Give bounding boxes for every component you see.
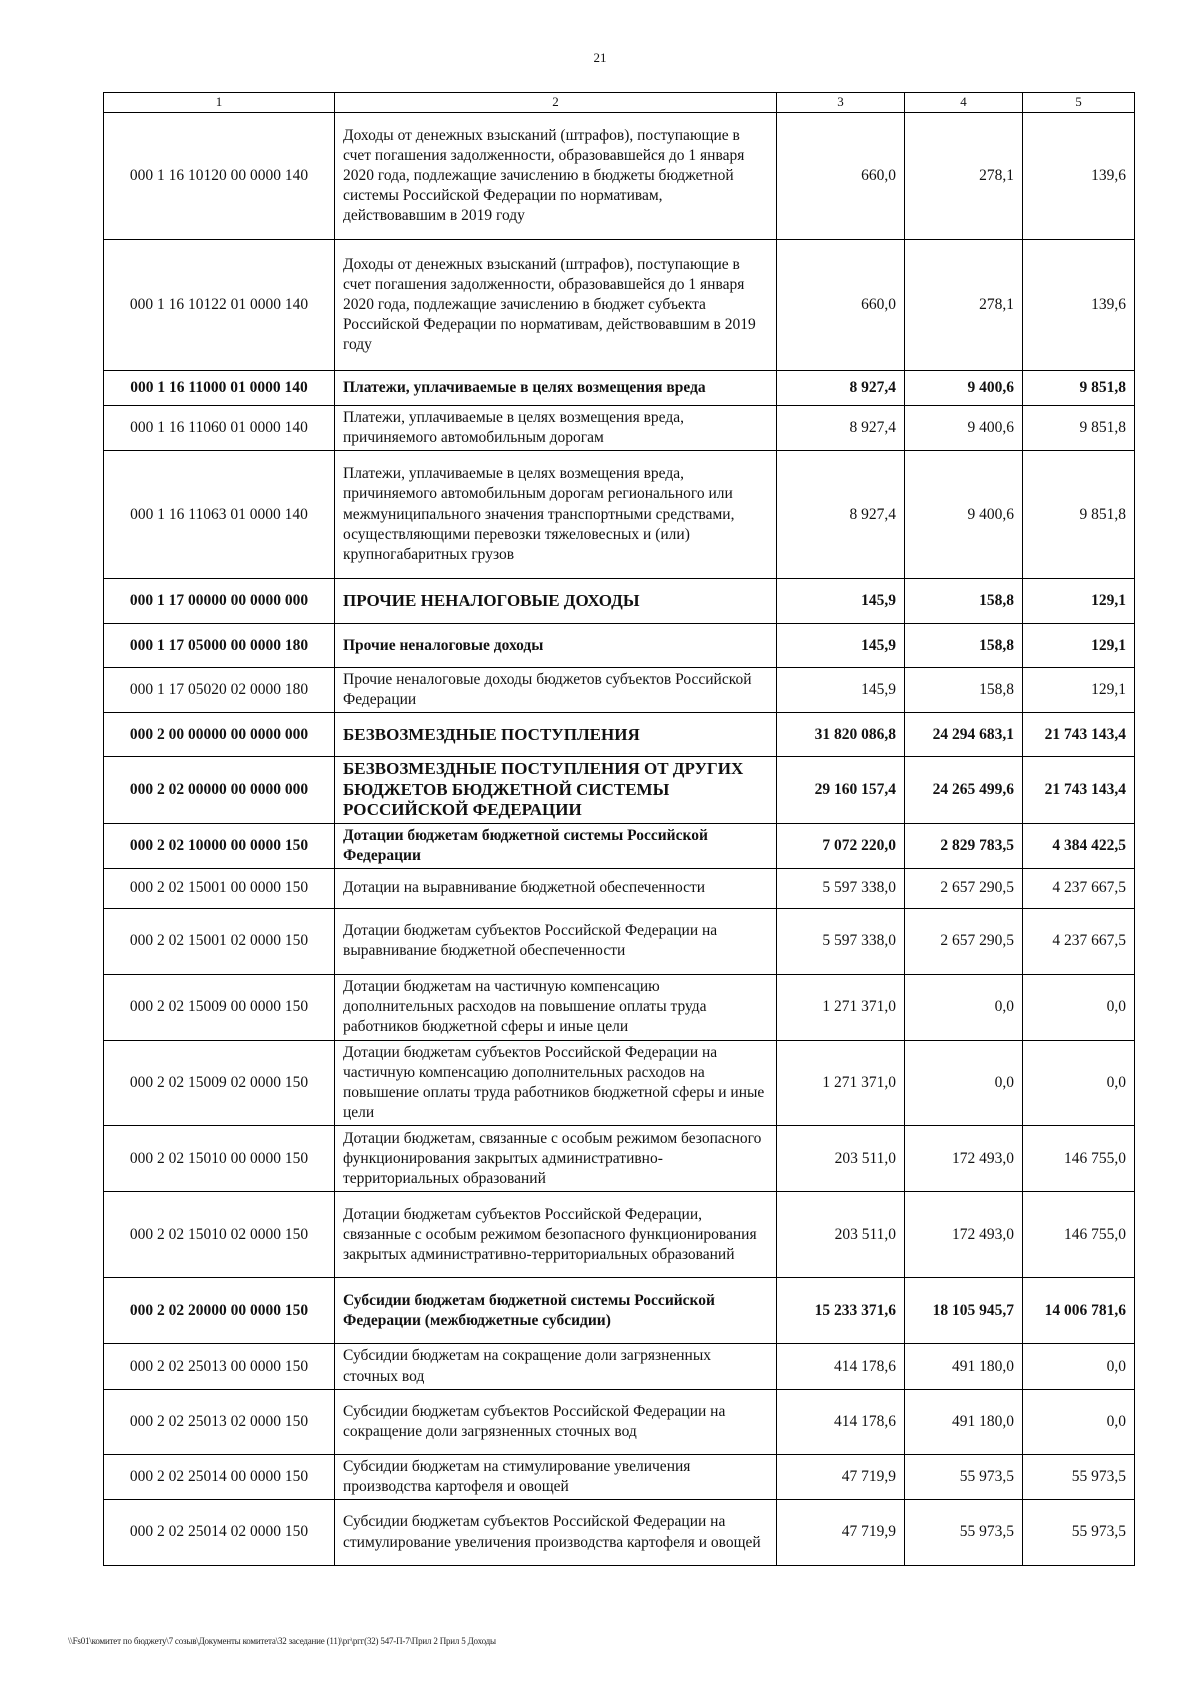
- budget-code-cell: 000 2 02 15010 00 0000 150: [104, 1126, 335, 1192]
- column-header-4: 4: [905, 93, 1023, 113]
- item-name-cell: БЕЗВОЗМЕЗДНЫЕ ПОСТУПЛЕНИЯ: [335, 713, 777, 757]
- value-col5-cell: 0,0: [1023, 974, 1135, 1040]
- table-row: [104, 1500, 1135, 1566]
- budget-code-cell: 000 1 16 11000 01 0000 140: [104, 370, 335, 405]
- value-col4-cell: 9 400,6: [905, 451, 1023, 579]
- item-name-cell: Субсидии бюджетам на стимулирование увеличения производства картофеля и овощей: [335, 1454, 777, 1499]
- table-row: [104, 868, 1135, 908]
- budget-code-cell: 000 2 02 00000 00 0000 000: [104, 757, 335, 823]
- budget-code-cell: 000 2 02 20000 00 0000 150: [104, 1278, 335, 1344]
- item-name-cell: БЕЗВОЗМЕЗДНЫЕ ПОСТУПЛЕНИЯ ОТ ДРУГИХ БЮДЖЕТОВ БЮДЖЕТНОЙ СИСТЕМЫ РОССИЙСКОЙ ФЕДЕРАЦИИ: [335, 757, 777, 823]
- value-col5-cell: 139,6: [1023, 239, 1135, 370]
- item-name-cell: Субсидии бюджетам субъектов Российской Федерации на сокращение доли загрязненных сточных вод: [335, 1389, 777, 1454]
- table-row: [104, 1040, 1135, 1126]
- item-name-cell: Прочие неналоговые доходы бюджетов субъектов Российской Федерации: [335, 668, 777, 713]
- value-col4-cell: 9 400,6: [905, 405, 1023, 450]
- value-col3-cell: 47 719,9: [777, 1500, 905, 1566]
- table-row: [104, 451, 1135, 579]
- value-col3-cell: 5 597 338,0: [777, 868, 905, 908]
- table-row: [104, 112, 1135, 239]
- table-row: [104, 624, 1135, 668]
- value-col4-cell: 491 180,0: [905, 1389, 1023, 1454]
- budget-code-cell: 000 2 02 15001 00 0000 150: [104, 868, 335, 908]
- table-row: [104, 579, 1135, 624]
- value-col4-cell: 18 105 945,7: [905, 1278, 1023, 1344]
- budget-code-cell: 000 2 02 25013 00 0000 150: [104, 1344, 335, 1389]
- table-row: [104, 668, 1135, 713]
- value-col4-cell: 172 493,0: [905, 1192, 1023, 1278]
- budget-code-cell: 000 2 02 15009 00 0000 150: [104, 974, 335, 1040]
- item-name-cell: Дотации бюджетам субъектов Российской Федерации на выравнивание бюджетной обеспеченности: [335, 908, 777, 974]
- budget-code-cell: 000 2 02 25013 02 0000 150: [104, 1389, 335, 1454]
- value-col3-cell: 31 820 086,8: [777, 713, 905, 757]
- value-col5-cell: 129,1: [1023, 624, 1135, 668]
- revenue-table: [103, 92, 1135, 1566]
- table-row: [104, 713, 1135, 757]
- table-body: [104, 112, 1135, 1565]
- value-col3-cell: 8 927,4: [777, 405, 905, 450]
- value-col5-cell: 0,0: [1023, 1344, 1135, 1389]
- item-name-cell: Субсидии бюджетам на сокращение доли загрязненных сточных вод: [335, 1344, 777, 1389]
- value-col5-cell: 9 851,8: [1023, 370, 1135, 405]
- value-col3-cell: 5 597 338,0: [777, 908, 905, 974]
- budget-code-cell: 000 2 02 15009 02 0000 150: [104, 1040, 335, 1126]
- table-row: [104, 239, 1135, 370]
- value-col3-cell: 47 719,9: [777, 1454, 905, 1499]
- value-col4-cell: 278,1: [905, 239, 1023, 370]
- value-col4-cell: 158,8: [905, 579, 1023, 624]
- value-col3-cell: 145,9: [777, 624, 905, 668]
- item-name-cell: Доходы от денежных взысканий (штрафов), поступающие в счет погашения задолженности, образовавшейся до 1 января 2020 года, подлежащие зачислению в бюджет субъекта Российской Федерации по нормативам, действовавшим в 2019 году: [335, 239, 777, 370]
- value-col5-cell: 0,0: [1023, 1040, 1135, 1126]
- value-col3-cell: 414 178,6: [777, 1344, 905, 1389]
- column-number-row: [104, 93, 1135, 113]
- value-col4-cell: 24 265 499,6: [905, 757, 1023, 823]
- value-col4-cell: 2 829 783,5: [905, 823, 1023, 868]
- item-name-cell: Дотации бюджетам, связанные с особым режимом безопасного функционирования закрытых административно-территориальных образований: [335, 1126, 777, 1192]
- budget-code-cell: 000 2 02 15010 02 0000 150: [104, 1192, 335, 1278]
- column-header-5: 5: [1023, 93, 1135, 113]
- value-col5-cell: 0,0: [1023, 1389, 1135, 1454]
- column-header-1: 1: [104, 93, 335, 113]
- value-col5-cell: 4 237 667,5: [1023, 908, 1135, 974]
- table-row: [104, 405, 1135, 450]
- item-name-cell: Дотации бюджетам субъектов Российской Федерации, связанные с особым режимом безопасного функционирования закрытых административно-территориальных образований: [335, 1192, 777, 1278]
- budget-code-cell: 000 1 16 10120 00 0000 140: [104, 112, 335, 239]
- value-col3-cell: 8 927,4: [777, 451, 905, 579]
- value-col4-cell: 158,8: [905, 624, 1023, 668]
- value-col5-cell: 129,1: [1023, 579, 1135, 624]
- value-col3-cell: 203 511,0: [777, 1192, 905, 1278]
- value-col3-cell: 660,0: [777, 112, 905, 239]
- budget-code-cell: 000 1 17 05000 00 0000 180: [104, 624, 335, 668]
- table-row: [104, 974, 1135, 1040]
- value-col4-cell: 158,8: [905, 668, 1023, 713]
- value-col3-cell: 145,9: [777, 668, 905, 713]
- page-number: 21: [593, 50, 607, 65]
- value-col4-cell: 9 400,6: [905, 370, 1023, 405]
- value-col5-cell: 4 384 422,5: [1023, 823, 1135, 868]
- budget-code-cell: 000 1 16 10122 01 0000 140: [104, 239, 335, 370]
- column-header-3: 3: [777, 93, 905, 113]
- value-col3-cell: 203 511,0: [777, 1126, 905, 1192]
- budget-code-cell: 000 1 16 11060 01 0000 140: [104, 405, 335, 450]
- budget-code-cell: 000 1 17 00000 00 0000 000: [104, 579, 335, 624]
- table-row: [104, 823, 1135, 868]
- table-row: [104, 1192, 1135, 1278]
- value-col3-cell: 660,0: [777, 239, 905, 370]
- column-header-2: 2: [335, 93, 777, 113]
- value-col4-cell: 172 493,0: [905, 1126, 1023, 1192]
- value-col3-cell: 1 271 371,0: [777, 1040, 905, 1126]
- value-col4-cell: 2 657 290,5: [905, 908, 1023, 974]
- item-name-cell: Субсидии бюджетам бюджетной системы Российской Федерации (межбюджетные субсидии): [335, 1278, 777, 1344]
- value-col3-cell: 29 160 157,4: [777, 757, 905, 823]
- budget-code-cell: 000 1 16 11063 01 0000 140: [104, 451, 335, 579]
- value-col5-cell: 4 237 667,5: [1023, 868, 1135, 908]
- item-name-cell: Прочие неналоговые доходы: [335, 624, 777, 668]
- table-row: [104, 757, 1135, 823]
- value-col4-cell: 278,1: [905, 112, 1023, 239]
- table-row: [104, 1454, 1135, 1499]
- budget-code-cell: 000 2 02 15001 02 0000 150: [104, 908, 335, 974]
- value-col5-cell: 129,1: [1023, 668, 1135, 713]
- value-col4-cell: 0,0: [905, 1040, 1023, 1126]
- budget-code-cell: 000 2 02 25014 02 0000 150: [104, 1500, 335, 1566]
- item-name-cell: Платежи, уплачиваемые в целях возмещения вреда, причиняемого автомобильным дорогам: [335, 405, 777, 450]
- value-col3-cell: 7 072 220,0: [777, 823, 905, 868]
- value-col5-cell: 55 973,5: [1023, 1500, 1135, 1566]
- value-col3-cell: 8 927,4: [777, 370, 905, 405]
- budget-code-cell: 000 1 17 05020 02 0000 180: [104, 668, 335, 713]
- value-col4-cell: 55 973,5: [905, 1454, 1023, 1499]
- value-col4-cell: 55 973,5: [905, 1500, 1023, 1566]
- value-col4-cell: 491 180,0: [905, 1344, 1023, 1389]
- budget-code-cell: 000 2 00 00000 00 0000 000: [104, 713, 335, 757]
- table-row: [104, 1389, 1135, 1454]
- table-row: [104, 370, 1135, 405]
- file-path-footer: \\Fs01\комитет по бюджету\7 созыв\Документы комитета\32 заседание (11)\рг\ргг(32) 547-П-7\Прил 2 Прил 5 Доходы: [68, 1636, 496, 1646]
- value-col3-cell: 1 271 371,0: [777, 974, 905, 1040]
- value-col5-cell: 146 755,0: [1023, 1126, 1135, 1192]
- item-name-cell: Платежи, уплачиваемые в целях возмещения вреда: [335, 370, 777, 405]
- table-row: [104, 1126, 1135, 1192]
- value-col5-cell: 139,6: [1023, 112, 1135, 239]
- item-name-cell: Доходы от денежных взысканий (штрафов), поступающие в счет погашения задолженности, образовавшейся до 1 января 2020 года, подлежащие зачислению в бюджеты бюджетной системы Российской Федерации по нормативам, действовавшим в 2019 году: [335, 112, 777, 239]
- value-col4-cell: 24 294 683,1: [905, 713, 1023, 757]
- value-col5-cell: 14 006 781,6: [1023, 1278, 1135, 1344]
- value-col5-cell: 146 755,0: [1023, 1192, 1135, 1278]
- value-col5-cell: 21 743 143,4: [1023, 757, 1135, 823]
- item-name-cell: Субсидии бюджетам субъектов Российской Федерации на стимулирование увеличения производства картофеля и овощей: [335, 1500, 777, 1566]
- value-col4-cell: 0,0: [905, 974, 1023, 1040]
- value-col5-cell: 21 743 143,4: [1023, 713, 1135, 757]
- item-name-cell: Дотации бюджетам на частичную компенсацию дополнительных расходов на повышение оплаты труда работников бюджетной сферы и иные цели: [335, 974, 777, 1040]
- table-row: [104, 1278, 1135, 1344]
- value-col5-cell: 9 851,8: [1023, 451, 1135, 579]
- table-row: [104, 1344, 1135, 1389]
- value-col4-cell: 2 657 290,5: [905, 868, 1023, 908]
- item-name-cell: Дотации бюджетам субъектов Российской Федерации на частичную компенсацию дополнительных расходов на повышение оплаты труда работников бюджетной сферы и иные цели: [335, 1040, 777, 1126]
- value-col3-cell: 145,9: [777, 579, 905, 624]
- value-col5-cell: 55 973,5: [1023, 1454, 1135, 1499]
- item-name-cell: ПРОЧИЕ НЕНАЛОГОВЫЕ ДОХОДЫ: [335, 579, 777, 624]
- budget-code-cell: 000 2 02 25014 00 0000 150: [104, 1454, 335, 1499]
- value-col5-cell: 9 851,8: [1023, 405, 1135, 450]
- value-col3-cell: 15 233 371,6: [777, 1278, 905, 1344]
- item-name-cell: Дотации бюджетам бюджетной системы Российской Федерации: [335, 823, 777, 868]
- value-col3-cell: 414 178,6: [777, 1389, 905, 1454]
- budget-code-cell: 000 2 02 10000 00 0000 150: [104, 823, 335, 868]
- item-name-cell: Платежи, уплачиваемые в целях возмещения вреда, причиняемого автомобильным дорогам регионального или межмуниципального значения транспортными средствами, осуществляющими перевозки тяжеловесных и (или) крупногабаритных грузов: [335, 451, 777, 579]
- item-name-cell: Дотации на выравнивание бюджетной обеспеченности: [335, 868, 777, 908]
- table-row: [104, 908, 1135, 974]
